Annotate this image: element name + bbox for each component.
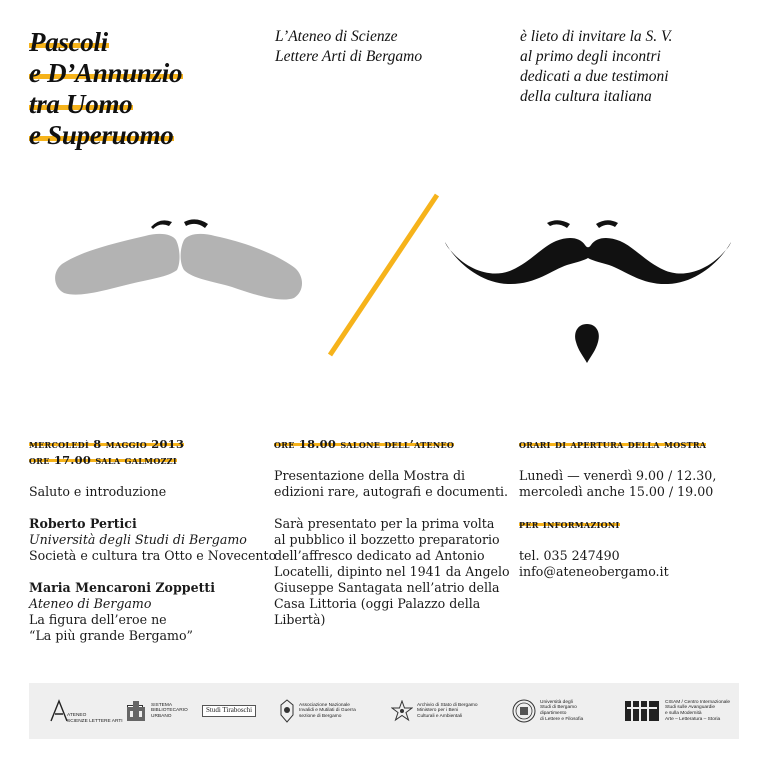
ateneo-a-icon (49, 699, 69, 723)
invitation-text: è lieto di invitare la S. V. al primo degli incontri dedicati a due testimoni della cultura italiana (520, 28, 673, 105)
sketch-text: dell’affresco dedicato ad Antonio (274, 548, 485, 563)
speaker-topic: Società e cultura tra Otto e Novecento (29, 548, 277, 563)
pascoli-mustache-left (55, 234, 179, 295)
dannunzio-mustache (445, 238, 731, 284)
email-address: info@ateneobergamo.it (519, 564, 669, 579)
host-institution: L’Ateneo di Scienze Lettere Arti di Bergamo (275, 28, 423, 65)
library-building-icon (125, 699, 147, 723)
event-time-place: ore 17.00 sala galmozzi (29, 453, 177, 467)
speaker-affiliation: Università degli Studi di Bergamo (29, 532, 247, 547)
title-line: Pascoli (29, 27, 108, 57)
program-column-1 (29, 436, 277, 644)
dannunzio-right-eyebrow (596, 220, 618, 228)
title-line: tra Uomo (29, 89, 133, 119)
pascoli-right-eyebrow (184, 219, 208, 228)
speaker-topic: “La più grande Bergamo” (29, 628, 193, 643)
event-date: mercoledì 8 maggio 2013 (29, 437, 185, 451)
star-emblem-icon (391, 700, 413, 722)
pascoli-left-eyebrow (151, 220, 172, 229)
program-column-2 (274, 436, 510, 628)
opening-hours: mercoledì anche 15.00 / 19.00 (519, 484, 714, 499)
speaker-topic: La figura dell’eroe ne (29, 612, 167, 627)
sketch-text: Libertà) (274, 612, 326, 627)
logo-sistema-bibliotecario: SISTEMA BIBLIOTECARIO URBANO (125, 683, 185, 739)
title-line: e D’Annunzio (29, 58, 183, 88)
title-line: e Superuomo (29, 120, 174, 150)
speaker-affiliation: Ateneo di Bergamo (29, 596, 152, 611)
logo-studi-tiraboschi: Studi Tiraboschi (202, 683, 256, 739)
logo-cisam: CISAM / Centro Internazionale Studi sulle Avanguardie e sulla Modernità Arte – Letteratura – Storia (625, 683, 730, 739)
logo-anmig: Associazione Nazionale Invalidi e Mutilati di Guerra sezione di Bergamo (279, 683, 356, 739)
welcome-text: Saluto e introduzione (29, 484, 167, 499)
speaker-name: Roberto Pertici (29, 516, 137, 531)
divider-slash (330, 195, 437, 355)
exhibition-text: Presentazione della Mostra di (274, 468, 466, 483)
sketch-text: Giuseppe Santagata nell’atrio della (274, 580, 500, 595)
sketch-text: al pubblico il bozzetto preparatorio (274, 532, 500, 547)
sketch-text: Casa Littoria (oggi Palazzo della (274, 596, 481, 611)
sketch-text: Locatelli, dipinto nel 1941 da Angelo (274, 564, 510, 579)
logo-ateneo: ATENEO SCIENZE LETTERE ARTI (49, 683, 143, 739)
sponsor-logos (29, 683, 739, 739)
event-title (29, 27, 183, 151)
university-seal-icon (512, 699, 536, 723)
cisam-mark-icon (625, 699, 661, 723)
opening-hours-heading: orari di apertura della mostra (519, 437, 707, 451)
pascoli-mustache-right (181, 234, 302, 300)
anmig-emblem-icon (279, 699, 295, 723)
exhibition-text: edizioni rare, autografi e documenti. (274, 484, 509, 499)
mustache-illustration (0, 180, 768, 380)
logo-universita-bergamo: Università degli Studi di Bergamo dipartimento di Lettere e Filosofia (512, 683, 583, 739)
dannunzio-left-eyebrow (547, 220, 570, 228)
sketch-text: Sarà presentato per la prima volta (274, 516, 495, 531)
opening-hours: Lunedì — venerdì 9.00 / 12.30, (519, 468, 717, 483)
speaker-name: Maria Mencaroni Zoppetti (29, 580, 215, 595)
program-column-3 (519, 436, 749, 580)
phone-number: tel. 035 247490 (519, 548, 620, 563)
logo-archivio-di-stato: Archivio di Stato di Bergamo Ministero per i Beni Culturali e Ambientali (391, 683, 478, 739)
info-heading: per informazioni (519, 517, 620, 531)
dannunzio-goatee (575, 324, 599, 363)
exhibition-heading: ore 18.00 salone dell’ateneo (274, 437, 455, 451)
